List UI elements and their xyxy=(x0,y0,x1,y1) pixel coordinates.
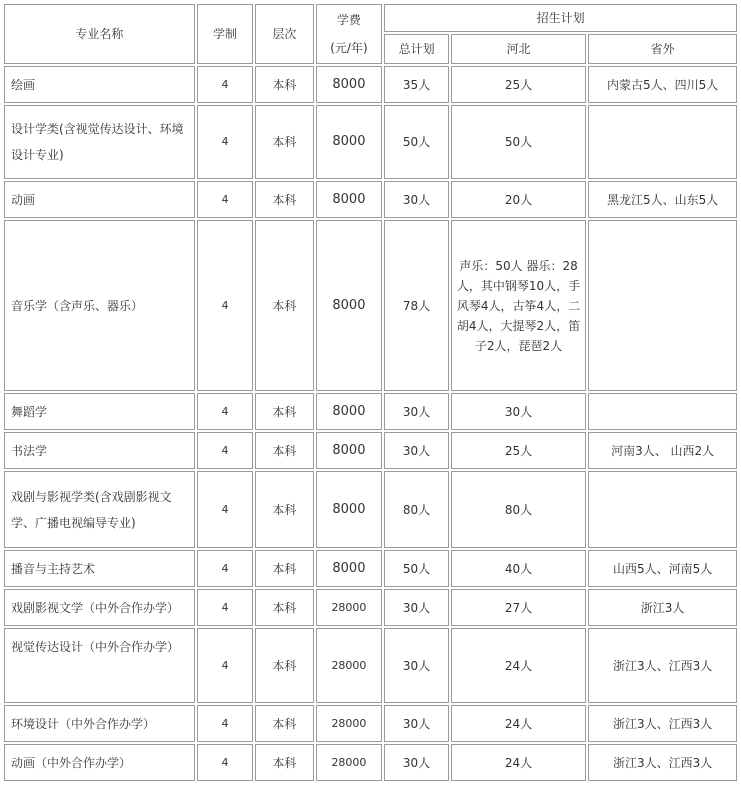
row-name: 戏剧与影视学类(含戏剧影视文学、广播电视编导专业) xyxy=(4,471,195,548)
row-total: 30人 xyxy=(384,589,449,626)
row-level: 本科 xyxy=(255,589,313,626)
table-row xyxy=(4,744,737,781)
row-total: 30人 xyxy=(384,393,449,430)
row-fee: 8000 xyxy=(316,432,383,469)
row-level: 本科 xyxy=(255,471,313,548)
row-name: 戏剧影视文学（中外合作办学） xyxy=(4,589,195,626)
row-outside: 河南3人、 山西2人 xyxy=(588,432,737,469)
row-fee: 8000 xyxy=(316,66,383,103)
row-name: 舞蹈学 xyxy=(4,393,195,430)
row-level: 本科 xyxy=(255,66,313,103)
row-name: 动画（中外合作办学） xyxy=(4,744,195,781)
row-years: 4 xyxy=(197,393,253,430)
row-years: 4 xyxy=(197,589,253,626)
row-outside: 浙江3人、江西3人 xyxy=(588,744,737,781)
row-years: 4 xyxy=(197,66,253,103)
header-fee xyxy=(316,4,383,64)
row-total: 78人 xyxy=(384,220,449,391)
row-years: 4 xyxy=(197,471,253,548)
row-name: 播音与主持艺术 xyxy=(4,550,195,587)
row-level: 本科 xyxy=(255,432,313,469)
table-row xyxy=(4,220,737,391)
table-row xyxy=(4,628,737,703)
row-outside: 内蒙古5人、四川5人 xyxy=(588,66,737,103)
row-years: 4 xyxy=(197,105,253,179)
table-row xyxy=(4,393,737,430)
row-total: 30人 xyxy=(384,181,449,218)
row-outside: 浙江3人、江西3人 xyxy=(588,628,737,703)
row-fee: 8000 xyxy=(316,393,383,430)
row-outside xyxy=(588,471,737,548)
row-total: 30人 xyxy=(384,744,449,781)
row-name: 环境设计（中外合作办学） xyxy=(4,705,195,742)
header-level: 层次 xyxy=(255,4,313,64)
row-fee: 28000 xyxy=(316,705,383,742)
table-row xyxy=(4,105,737,179)
row-fee: 28000 xyxy=(316,628,383,703)
row-outside: 山西5人、河南5人 xyxy=(588,550,737,587)
table-row xyxy=(4,550,737,587)
row-outside xyxy=(588,220,737,391)
row-total: 30人 xyxy=(384,628,449,703)
table-row xyxy=(4,589,737,626)
row-name: 动画 xyxy=(4,181,195,218)
row-outside xyxy=(588,105,737,179)
row-hebei: 50人 xyxy=(451,105,586,179)
row-level: 本科 xyxy=(255,220,313,391)
table-row xyxy=(4,181,737,218)
row-years: 4 xyxy=(197,550,253,587)
row-years: 4 xyxy=(197,744,253,781)
row-years: 4 xyxy=(197,705,253,742)
header-row xyxy=(4,4,737,32)
row-total: 35人 xyxy=(384,66,449,103)
row-outside: 黑龙江5人、山东5人 xyxy=(588,181,737,218)
row-fee: 8000 xyxy=(316,471,383,548)
row-total: 30人 xyxy=(384,705,449,742)
row-level: 本科 xyxy=(255,744,313,781)
header-name: 专业名称 xyxy=(4,4,195,64)
row-hebei: 20人 xyxy=(451,181,586,218)
row-level: 本科 xyxy=(255,393,313,430)
row-outside: 浙江3人 xyxy=(588,589,737,626)
header-hebei: 河北 xyxy=(451,34,586,64)
row-hebei: 30人 xyxy=(451,393,586,430)
row-fee: 8000 xyxy=(316,181,383,218)
row-hebei: 25人 xyxy=(451,432,586,469)
row-fee: 28000 xyxy=(316,744,383,781)
header-years: 学制 xyxy=(197,4,253,64)
row-level: 本科 xyxy=(255,181,313,218)
row-years: 4 xyxy=(197,220,253,391)
table-row xyxy=(4,471,737,548)
row-years: 4 xyxy=(197,181,253,218)
row-level: 本科 xyxy=(255,628,313,703)
row-hebei: 24人 xyxy=(451,705,586,742)
row-hebei: 24人 xyxy=(451,744,586,781)
table-row xyxy=(4,432,737,469)
row-hebei: 声乐：50人 器乐：28人，其中钢琴10人，手风琴4人，古筝4人，二胡4人，大提琴2人，笛子2人，琵琶2人 xyxy=(451,220,586,391)
header-plan: 招生计划 xyxy=(384,4,737,32)
row-hebei: 24人 xyxy=(451,628,586,703)
row-hebei: 40人 xyxy=(451,550,586,587)
row-total: 50人 xyxy=(384,550,449,587)
row-fee: 28000 xyxy=(316,589,383,626)
row-hebei: 27人 xyxy=(451,589,586,626)
row-outside xyxy=(588,393,737,430)
header-total: 总计划 xyxy=(384,34,449,64)
row-total: 50人 xyxy=(384,105,449,179)
header-outside: 省外 xyxy=(588,34,737,64)
row-fee: 8000 xyxy=(316,105,383,179)
row-name: 视觉传达设计（中外合作办学） xyxy=(4,628,195,703)
row-total: 30人 xyxy=(384,432,449,469)
row-years: 4 xyxy=(197,432,253,469)
row-name: 书法学 xyxy=(4,432,195,469)
table-row xyxy=(4,705,737,742)
row-years: 4 xyxy=(197,628,253,703)
row-name: 音乐学（含声乐、器乐） xyxy=(4,220,195,391)
row-outside: 浙江3人、江西3人 xyxy=(588,705,737,742)
row-hebei: 80人 xyxy=(451,471,586,548)
row-fee: 8000 xyxy=(316,550,383,587)
row-name: 设计学类(含视觉传达设计、环境设计专业) xyxy=(4,105,195,179)
row-hebei: 25人 xyxy=(451,66,586,103)
row-fee: 8000 xyxy=(316,220,383,391)
header-fee-line2: (元/年) xyxy=(330,41,368,55)
row-level: 本科 xyxy=(255,705,313,742)
table-row xyxy=(4,66,737,103)
row-level: 本科 xyxy=(255,105,313,179)
row-name: 绘画 xyxy=(4,66,195,103)
enrollment-plan-table xyxy=(2,2,739,783)
row-total: 80人 xyxy=(384,471,449,548)
row-level: 本科 xyxy=(255,550,313,587)
header-fee-line1: 学费 xyxy=(336,13,361,27)
